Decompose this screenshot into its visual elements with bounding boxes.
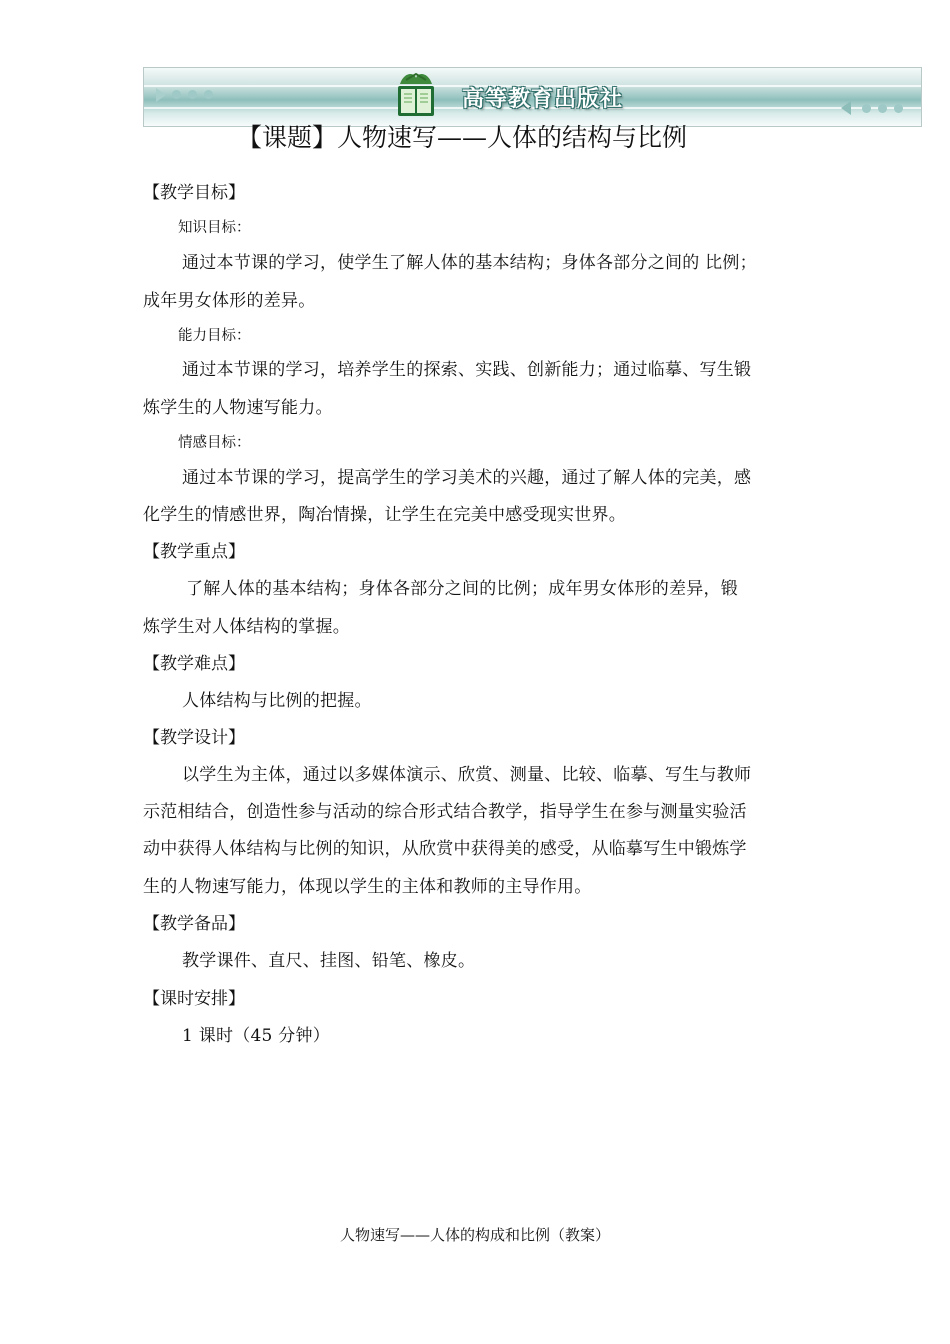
section-heading-schedule: 【课时安排】 bbox=[143, 989, 245, 1009]
section-heading-difficulties: 【教学难点】 bbox=[143, 654, 245, 674]
paragraph-line: 炼学生对人体结构的掌握。 bbox=[143, 617, 350, 637]
page-title: 【课题】人物速写——人体的结构与比例 bbox=[237, 123, 688, 152]
section-heading-materials: 【教学备品】 bbox=[143, 914, 245, 934]
paragraph-line: 以学生为主体，通过以多媒体演示、欣赏、测量、比较、临摹、写生与教师 bbox=[182, 765, 752, 785]
banner-arrow-right-icon bbox=[841, 101, 851, 115]
paragraph-line: 化学生的情感世界，陶冶情操，让学生在完美中感受现实世界。 bbox=[143, 505, 626, 525]
paragraph-line: 示范相结合，创造性参与活动的综合形式结合教学，指导学生在参与测量实验活 bbox=[143, 802, 747, 822]
publisher-name: 高等教育出版社 bbox=[462, 87, 624, 112]
paragraph-line: 通过本节课的学习，提高学生的学习美术的兴趣，通过了解人体的完美，感 bbox=[182, 468, 752, 488]
section-heading-key-points: 【教学重点】 bbox=[143, 542, 245, 562]
paragraph-line: 1 课时（45 分钟） bbox=[182, 1026, 331, 1046]
emotion-objective-label: 情感目标： bbox=[178, 435, 251, 451]
banner-dots-right bbox=[862, 104, 903, 113]
banner-dots-left bbox=[172, 90, 213, 99]
banner-arrow-left-icon bbox=[156, 88, 166, 102]
paragraph-line: 炼学生的人物速写能力。 bbox=[143, 398, 333, 418]
knowledge-objective-label: 知识目标： bbox=[178, 220, 251, 236]
paragraph-line: 教学课件、直尺、挂图、铅笔、橡皮。 bbox=[182, 951, 476, 971]
publisher-logo-icon bbox=[390, 70, 442, 122]
paragraph-line: 生的人物速写能力，体现以学生的主体和教师的主导作用。 bbox=[143, 877, 592, 897]
page-footer: 人物速写——人体的构成和比例（教案） bbox=[339, 1226, 610, 1244]
paragraph-line: 动中获得人体结构与比例的知识，从欣赏中获得美的感受，从临摹写生中锻炼学 bbox=[143, 839, 747, 859]
ability-objective-label: 能力目标： bbox=[178, 328, 251, 344]
paragraph-line: 人体结构与比例的把握。 bbox=[182, 691, 372, 711]
paragraph-line: 成年男女体形的差异。 bbox=[143, 291, 316, 311]
section-heading-design: 【教学设计】 bbox=[143, 728, 245, 748]
paragraph-line: 通过本节课的学习，使学生了解人体的基本结构；身体各部分之间的 比例； bbox=[182, 253, 757, 273]
paragraph-line: 通过本节课的学习，培养学生的探索、实践、创新能力；通过临摹、写生锻 bbox=[182, 360, 752, 380]
paragraph-line: 了解人体的基本结构；身体各部分之间的比例；成年男女体形的差异，锻 bbox=[186, 579, 738, 599]
section-heading-objectives: 【教学目标】 bbox=[143, 183, 245, 203]
